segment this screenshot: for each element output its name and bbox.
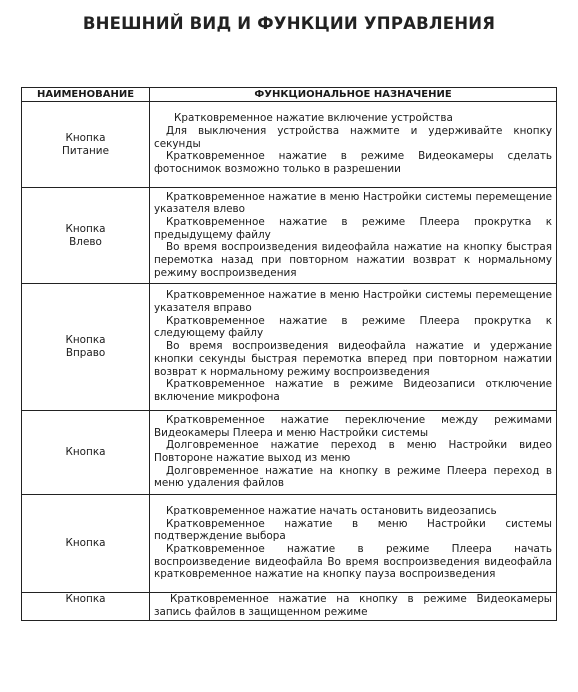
table-row-right <box>22 284 557 411</box>
row-name-line: Вправо <box>65 347 106 359</box>
row-description-cell <box>150 102 557 188</box>
row-name-line: Кнопка <box>65 334 106 347</box>
controls-function-table <box>21 87 557 621</box>
description-paragraph: Кратковременное нажатие в режиме Плеера прокрутка к следующему файлу <box>154 314 552 340</box>
header-function: ФУНКЦИОНАЛЬНОЕ НАЗНАЧЕНИЕ <box>150 88 557 102</box>
table-header-row <box>22 88 557 102</box>
description-paragraph: Кратковременное нажатие переключение между режимами Видеокамеры Плеера и меню Настройки системы <box>154 413 552 439</box>
description-paragraph: Кратковременное нажатие в режиме Видеозаписи отключение включение микрофона <box>154 378 552 403</box>
description-paragraph: Долговременное нажатие переход в меню Настройки видео Повтороне нажатие выход из меню <box>154 439 552 464</box>
row-name-line: Кнопка <box>65 537 106 550</box>
description-paragraph: Кратковременное нажатие в меню Настройки системы подтверждение выбора <box>154 517 552 543</box>
description-paragraph: Для выключения устройства нажмите и удерживайте кнопку секунды <box>154 124 552 150</box>
row-name-cell <box>22 593 150 621</box>
description-paragraph: Кратковременное нажатие включение устройства <box>174 112 453 125</box>
row-name-cell <box>22 495 150 593</box>
row-description-cell <box>150 495 557 593</box>
row-name-line: Питание <box>62 144 109 157</box>
row-name-line: Кнопка <box>65 222 106 235</box>
row-description-cell <box>150 411 557 495</box>
header-name: НАИМЕНОВАНИЕ <box>22 88 150 102</box>
row-name-line: Кнопка <box>65 446 106 459</box>
row-description-cell <box>150 284 557 411</box>
row-name-cell <box>22 411 150 495</box>
description-paragraph: Кратковременное нажатие в меню Настройки системы перемещение указателя влево <box>154 190 552 216</box>
description-paragraph: Кратковременное нажатие на кнопку в режиме Видеокамеры запись файлов в защищенном режиме <box>154 593 552 618</box>
row-name-line: Кнопка <box>65 131 106 144</box>
row-name-cell <box>22 188 150 284</box>
row-description-cell <box>150 593 557 621</box>
table-row-power <box>22 102 557 188</box>
row-name-line: Кнопка <box>65 593 106 605</box>
row-name-cell <box>22 284 150 411</box>
description-paragraph: Во время воспроизведения видеофайла нажатие и удержание кнопки секунды быстрая перемотка вперед при повторном нажатии возврат к нормальному режиму воспроизведения <box>154 340 552 378</box>
page-title: ВНЕШНИЙ ВИД И ФУНКЦИИ УПРАВЛЕНИЯ <box>82 14 496 33</box>
description-paragraph: Кратковременное нажатие в режиме Видеокамеры сделать фотоснимок возможно только в разрешении <box>154 150 552 176</box>
description-paragraph: Кратковременное нажатие в режиме Плеера прокрутка к предыдущему файлу <box>154 215 552 241</box>
table-row-ok <box>22 495 557 593</box>
description-paragraph: Кратковременное нажатие в режиме Плеера начать воспроизведение видеофайла Во время воспроизведения видеофайла кратковременное нажатие на кнопку пауза воспроизведения <box>154 543 552 581</box>
row-name-cell <box>22 102 150 188</box>
row-name-line: Влево <box>69 235 102 248</box>
table-row-mode <box>22 411 557 495</box>
description-paragraph: Во время воспроизведения видеофайла нажатие на кнопку быстрая перемотка назад при повторном нажатии возврат к нормальному режиму воспроизведения <box>154 241 552 279</box>
description-paragraph: Кратковременное нажатие в меню Настройки системы перемещение указателя вправо <box>154 289 552 315</box>
table-row-left <box>22 188 557 284</box>
table-row-protect <box>22 593 557 621</box>
description-paragraph: Кратковременное нажатие начать остановить видеозапись <box>166 504 497 517</box>
row-description-cell <box>150 188 557 284</box>
description-paragraph: Долговременное нажатие на кнопку в режиме Плеера переход в меню удаления файлов <box>154 464 552 490</box>
